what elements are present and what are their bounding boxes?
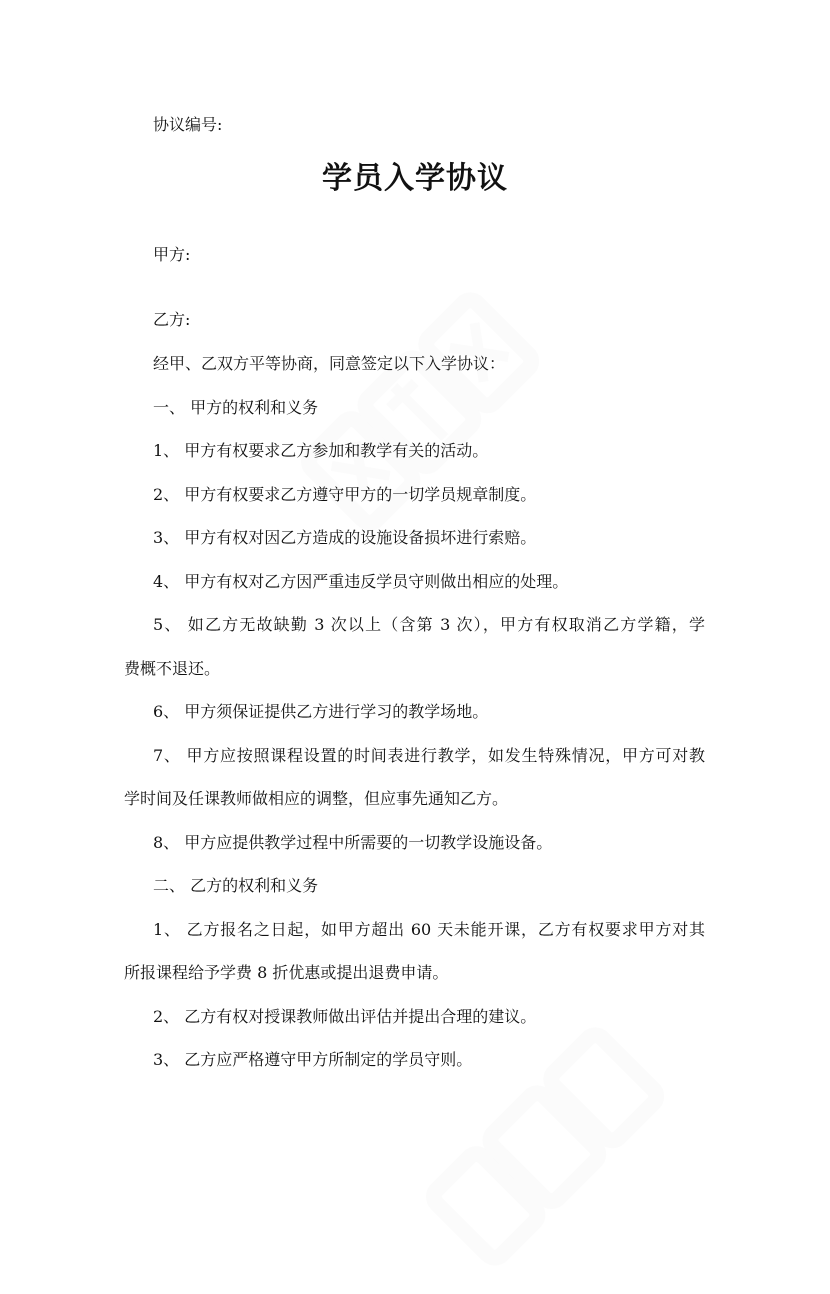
agreement-number-label: 协议编号:: [153, 115, 223, 134]
party-b-label: 乙方:: [153, 310, 191, 329]
section-1-item: 4、 甲方有权对乙方因严重违反学员守则做出相应的处理。: [153, 572, 569, 591]
section-2-item: 1、 乙方报名之日起，如甲方超出 60 天未能开课，乙方有权要求甲方对其: [153, 920, 705, 939]
section-2-heading: 二、 乙方的权利和义务: [153, 876, 319, 895]
intro-paragraph: 经甲、乙双方平等协商，同意签定以下入学协议：: [153, 354, 506, 373]
party-a-label: 甲方:: [153, 245, 191, 264]
section-1-item-continuation: 费概不退还。: [124, 659, 221, 678]
section-1-item: 3、 甲方有权对因乙方造成的设施设备损坏进行索赔。: [153, 528, 537, 547]
section-1-item: 1、 甲方有权要求乙方参加和教学有关的活动。: [153, 441, 489, 460]
section-1-heading: 一、 甲方的权利和义务: [153, 398, 319, 417]
section-1-item: 8、 甲方应提供教学过程中所需要的一切教学设施设备。: [153, 833, 553, 852]
section-2-item: 2、 乙方有权对授课教师做出评估并提出合理的建议。: [153, 1007, 537, 1026]
section-1-item-continuation: 学时间及任课教师做相应的调整，但应事先通知乙方。: [124, 789, 509, 808]
watermark-logo: [284, 274, 567, 557]
section-1-item: 7、 甲方应按照课程设置的时间表进行教学，如发生特殊情况，甲方可对教: [153, 746, 705, 765]
document-title: 学员入学协议: [322, 161, 508, 196]
section-1-item: 2、 甲方有权要求乙方遵守甲方的一切学员规章制度。: [153, 485, 537, 504]
section-2-item: 3、 乙方应严格遵守甲方所制定的学员守则。: [153, 1050, 473, 1069]
section-1-item: 5、 如乙方无故缺勤 3 次以上（含第 3 次），甲方有权取消乙方学籍，学: [153, 615, 705, 634]
section-1-item: 6、 甲方须保证提供乙方进行学习的教学场地。: [153, 702, 489, 721]
watermark-shape: [284, 274, 567, 557]
section-2-item-continuation: 所报课程给予学费 8 折优惠或提出退费申请。: [124, 963, 449, 982]
